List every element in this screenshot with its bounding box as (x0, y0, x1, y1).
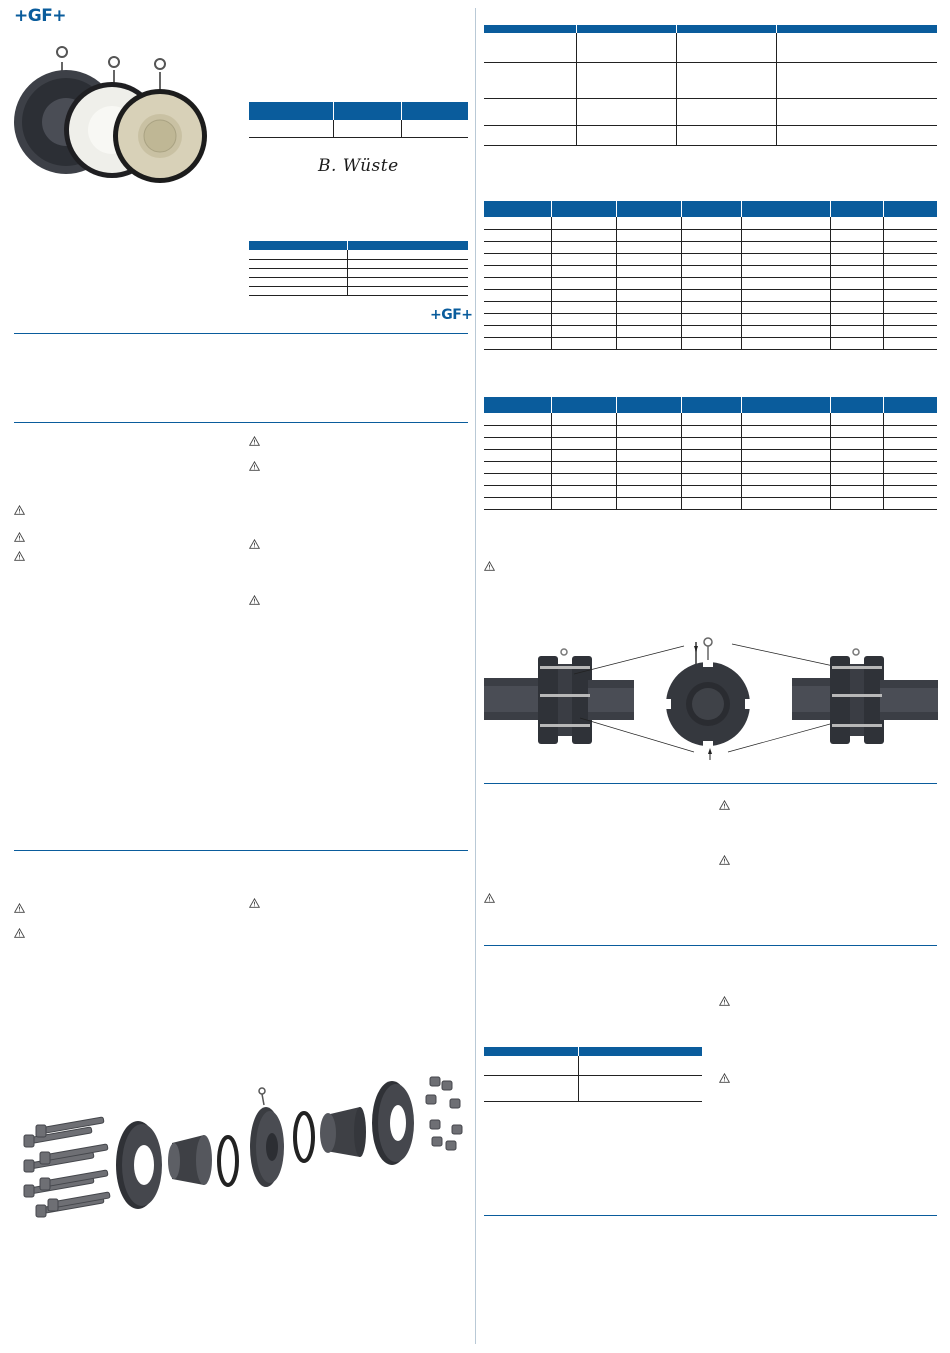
section-divider (484, 783, 937, 784)
left-pipe-assembly (484, 649, 634, 744)
approval-table (249, 102, 468, 138)
warning-triangle-icon (719, 1073, 730, 1083)
info-table (249, 241, 468, 296)
warning-triangle-icon (249, 898, 260, 908)
material-table (484, 25, 937, 146)
section-divider (14, 422, 468, 423)
warning-triangle-icon (484, 561, 495, 571)
warning-triangle-icon (249, 539, 260, 549)
beige-valve (113, 59, 207, 183)
column-separator (475, 8, 476, 1344)
warning-triangle-icon (719, 855, 730, 865)
valve-body (250, 1088, 284, 1187)
warning-triangle-icon (14, 551, 25, 561)
gf-logo-small: +GF+ (430, 307, 473, 323)
exploded-view-illustration (14, 1075, 469, 1225)
right-flange (372, 1081, 414, 1165)
gf-logo-top: +GF+ (14, 6, 67, 26)
warning-triangle-icon (719, 996, 730, 1006)
warning-triangle-icon (484, 893, 495, 903)
nuts (426, 1077, 462, 1150)
dimension-table-b (484, 397, 937, 510)
warning-triangle-icon (249, 461, 260, 471)
section-divider (14, 850, 468, 851)
warning-triangle-icon (719, 800, 730, 810)
section-divider (14, 333, 468, 334)
left-adaptor (168, 1135, 212, 1185)
right-pipe-assembly (792, 649, 938, 744)
torque-table (484, 1047, 702, 1102)
o-ring-left (219, 1137, 237, 1185)
warning-triangle-icon (14, 532, 25, 542)
warning-triangle-icon (14, 903, 25, 913)
warning-triangle-icon (249, 436, 260, 446)
section-divider (484, 1215, 937, 1216)
o-ring-right (295, 1113, 313, 1161)
warning-triangle-icon (249, 595, 260, 605)
dimension-table-a (484, 201, 937, 350)
right-adaptor (320, 1107, 366, 1157)
product-photo-check-valves (12, 40, 212, 190)
section-divider (484, 945, 937, 946)
warning-triangle-icon (14, 928, 25, 938)
center-valve-front (665, 638, 751, 760)
bolts (24, 1117, 110, 1217)
installation-illustration (484, 634, 938, 764)
left-flange (116, 1121, 162, 1209)
warning-triangle-icon (14, 505, 25, 515)
signature: B. Wüste (318, 156, 399, 176)
